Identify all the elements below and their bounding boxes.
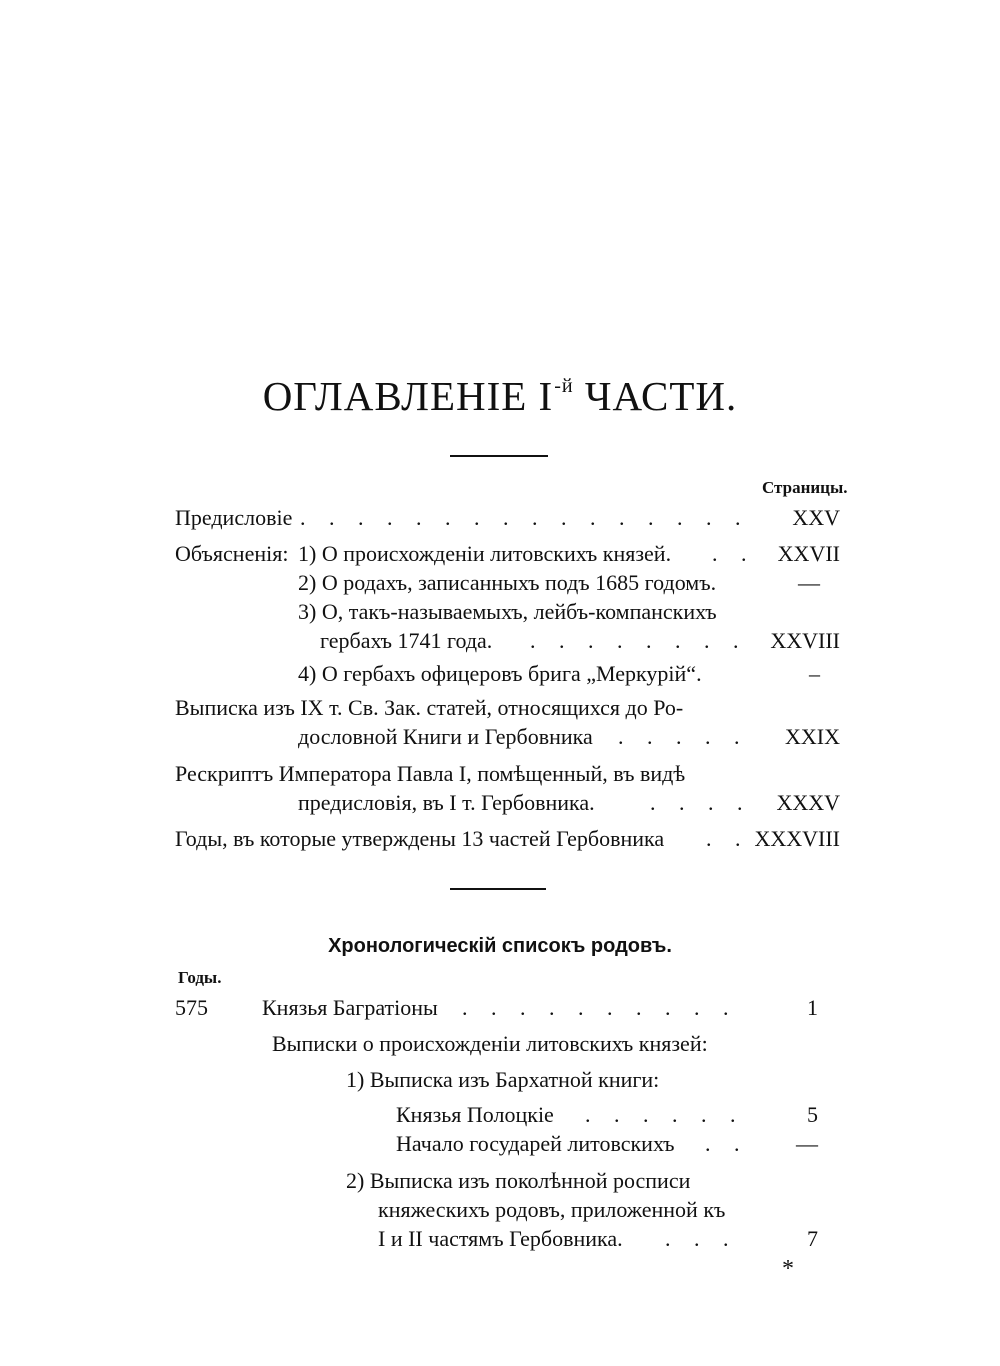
toc-explanation-3-dots: . . . . . . . .	[530, 628, 748, 653]
toc-explanations-label: Объясненія:	[175, 541, 289, 566]
toc-explanation-1-page: XXVII	[777, 541, 840, 566]
toc-preface-page: XXV	[792, 505, 840, 530]
chronology-heading: Хронологическій списокъ родовъ.	[328, 935, 672, 957]
toc-rescript-line2: предисловія, въ І т. Гербовника.	[298, 790, 595, 815]
entry-polotsk-page: 5	[807, 1102, 818, 1127]
entry-sovereigns-label: Начало государей литовскихъ	[396, 1131, 675, 1156]
entry-polotsk-dots: . . . . . .	[585, 1102, 745, 1127]
entry-polotsk-label: Князья Полоцкіе	[396, 1102, 554, 1127]
entry-generational-line1: 2) Выписка изъ поколѣнной росписи	[346, 1168, 691, 1193]
toc-explanation-4: 4) О гербахъ офицеровъ брига „Меркурій“.	[298, 661, 702, 686]
entry-bagration-page: 1	[807, 995, 818, 1020]
toc-explanation-1-dots: . .	[712, 541, 756, 566]
toc-extract-line2: дословной Книги и Гербовника	[298, 724, 593, 749]
title-divider	[450, 455, 548, 457]
toc-extract-line1: Выписка изъ IX т. Св. Зак. статей, относящихся до Ро-	[175, 695, 684, 720]
section-divider	[450, 888, 546, 890]
entry-generational-page: 7	[807, 1226, 818, 1251]
footnote-mark: *	[782, 1256, 794, 1282]
entry-sovereigns-page: —	[796, 1131, 818, 1156]
page-title: ОГЛАВЛЕНІЕ $І^{-й}$ ЧАСТИ.	[262, 373, 738, 419]
pages-column-header: Страницы.	[762, 478, 848, 497]
entry-generational-line2: княжескихъ родовъ, приложенной къ	[378, 1197, 726, 1222]
entry-generational-dots: . . .	[665, 1226, 738, 1251]
toc-explanation-3-line2: гербахъ 1741 года.	[320, 628, 493, 653]
entry-generational-line3: I и II частямъ Гербовника.	[378, 1226, 623, 1251]
toc-preface-dots: . . . . . . . . . . . . . . . .	[300, 505, 750, 530]
entry-bagration-label: Князья Багратіоны	[262, 995, 438, 1020]
toc-explanation-2-page: —	[798, 570, 820, 595]
toc-extract-page: XXIX	[785, 724, 840, 749]
toc-explanation-3: 3) О, такъ-называемыхъ, лейбъ-компанскихъ	[298, 599, 717, 624]
toc-rescript-line1: Рескриптъ Императора Павла І, помѣщенный, въ видѣ	[175, 761, 686, 786]
toc-rescript-dots: . . . .	[650, 790, 752, 815]
toc-rescript-page: XXXV	[776, 790, 840, 815]
years-column-header: Годы.	[178, 968, 222, 987]
toc-years-dots: . .	[706, 826, 750, 851]
entry-velvet-label: 1) Выписка изъ Бархатной книги:	[346, 1067, 660, 1092]
toc-years-label: Годы, въ которые утверждены 13 частей Гербовника	[175, 826, 665, 851]
entry-lithuanian-label: Выписки о происхожденіи литовскихъ князей:	[272, 1031, 708, 1056]
entry-bagration-dots: . . . . . . . . . .	[462, 995, 738, 1020]
toc-explanation-4-page: –	[809, 661, 820, 686]
toc-explanation-3-page: XXVIII	[770, 628, 840, 653]
entry-sovereigns-dots: . .	[705, 1131, 749, 1156]
toc-explanation-1: 1) О происхожденіи литовскихъ князей.	[298, 541, 672, 566]
toc-explanation-2: 2) О родахъ, записанныхъ подъ 1685 годомъ.	[298, 570, 717, 595]
toc-preface-label: Предисловіе	[175, 505, 293, 530]
toc-extract-dots: . . . . .	[618, 724, 749, 749]
entry-year: 575	[175, 995, 208, 1020]
toc-years-page: XXXVIII	[754, 826, 840, 851]
